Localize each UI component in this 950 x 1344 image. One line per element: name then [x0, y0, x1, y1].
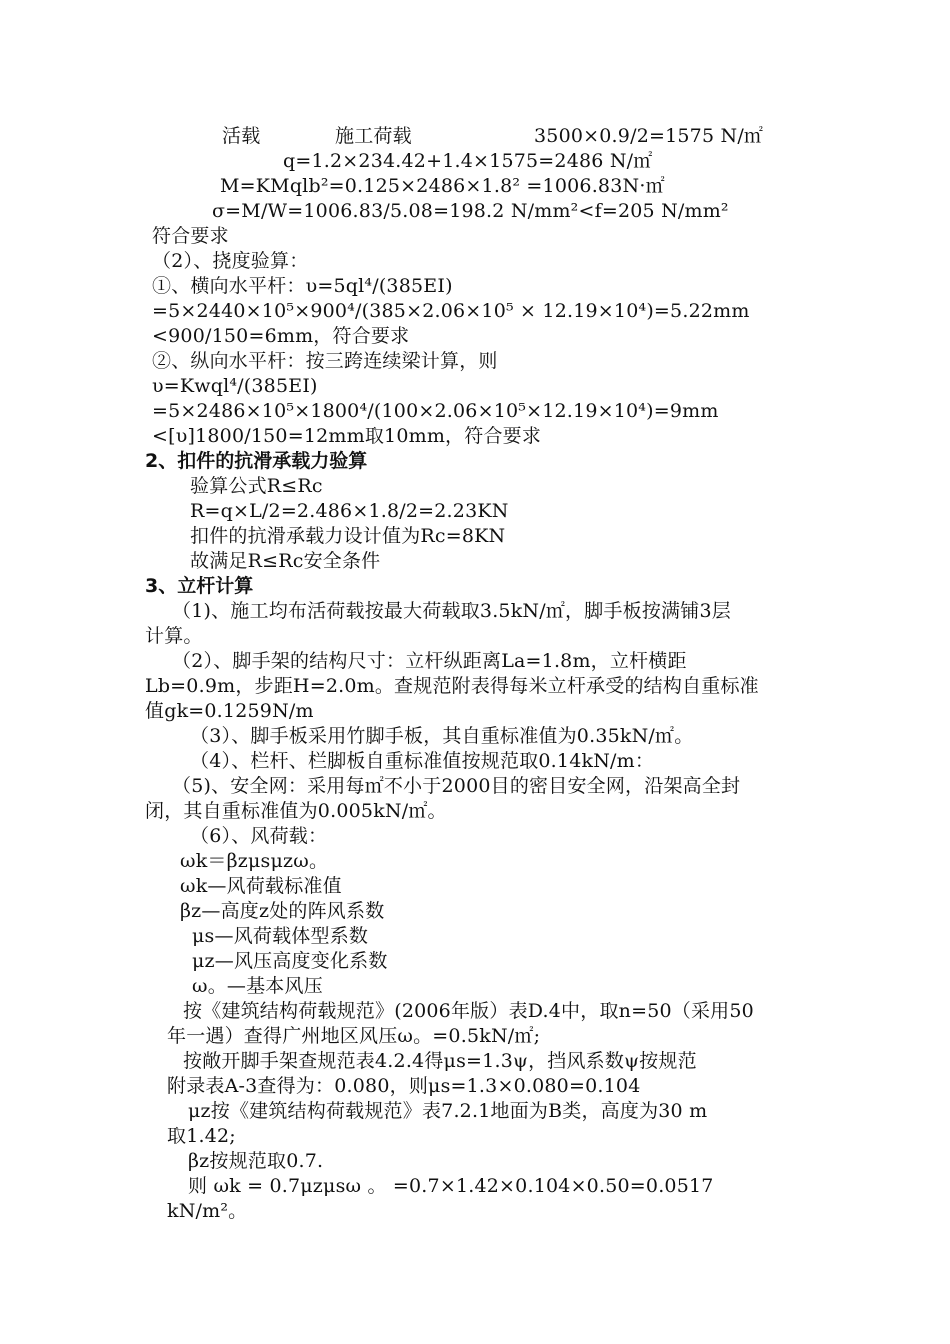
- basic-pressure-line-2: 年一遇）查得广州地区风压ω。=0.5kN/㎡;: [167, 1025, 541, 1047]
- item-1-line-2: 计算。: [145, 625, 203, 647]
- item-5-line-2: 闭，其自重标准值为0.005kN/㎡。: [145, 800, 447, 822]
- check-formula-label: 验算公式R≤Rc: [190, 475, 323, 497]
- q-formula: q=1.2×234.42+1.4×1575=2486 N/㎡: [283, 150, 653, 172]
- item-2-line-2: Lb=0.9m，步距H=2.0m。查规范附表得每米立杆承受的结构自重标准: [145, 675, 759, 697]
- m-formula: M=KMqlb²=0.125×2486×1.8² =1006.83N·㎡: [220, 175, 665, 197]
- r-calc: R=q×L/2=2.486×1.8/2=2.23KN: [190, 500, 509, 522]
- section-2-heading: 2、扣件的抗滑承载力验算: [145, 450, 368, 472]
- construction-load-label: 施工荷载: [335, 125, 412, 147]
- longitudinal-bar-result: <[υ]1800/150=12mm取10mm，符合要求: [152, 425, 542, 447]
- wind-load-formula: ωk＝βzμsμzω。: [180, 850, 329, 872]
- item-3: （3）、脚手板采用竹脚手板，其自重标准值为0.35kN/㎡。: [190, 725, 694, 747]
- item-5-line-1: （5)、安全网：采用每㎡不小于2000目的密目安全网，沿架高全封: [172, 775, 741, 797]
- uz-calc-line-2: 取1.42;: [167, 1125, 236, 1147]
- longitudinal-bar-intro: ②、纵向水平杆：按三跨连续梁计算，则: [152, 350, 498, 372]
- item-1-line-1: （1)、施工均布活荷载按最大荷载取3.5kN/㎡，脚手板按满铺3层: [172, 600, 731, 622]
- w0-definition: ω。—基本风压: [192, 975, 323, 997]
- longitudinal-bar-formula: υ=Kwql⁴/(385EI): [152, 375, 318, 397]
- us-calc-line-2: 附录表A-3查得为：0.080，则μs=1.3×0.080=0.104: [167, 1075, 641, 1097]
- uz-calc-line-1: μz按《建筑结构荷载规范》表7.2.1地面为B类，高度为30 m: [188, 1100, 708, 1122]
- wk-calc-line-1: 则 ωk = 0.7μzμsω 。 =0.7×1.42×0.104×0.50=0.0517: [188, 1175, 714, 1197]
- section-2-conclusion: 故满足R≤Rc安全条件: [190, 550, 381, 572]
- rc-design-value: 扣件的抗滑承载力设计值为Rc=8KN: [190, 525, 506, 547]
- live-load-label: 活载: [222, 125, 261, 147]
- uz-definition: μz—风压高度变化系数: [192, 950, 388, 972]
- item-4: （4）、栏杆、栏脚板自重标准值按规范取0.14kN/m：: [190, 750, 655, 772]
- item-6: （6）、风荷载：: [190, 825, 328, 847]
- horizontal-bar-calc: =5×2440×10⁵×900⁴/(385×2.06×10⁵ × 12.19×10⁴)=5.22mm: [152, 300, 750, 322]
- wk-definition: ωk—风荷载标准值: [180, 875, 342, 897]
- section-3-heading: 3、立杆计算: [145, 575, 254, 597]
- wk-calc-line-2: kN/m²。: [167, 1200, 248, 1222]
- us-definition: μs—风荷载体型系数: [192, 925, 369, 947]
- longitudinal-bar-calc: =5×2486×10⁵×1800⁴/(100×2.06×10⁵×12.19×10⁴)=9mm: [152, 400, 719, 422]
- item-2-line-3: 值gk=0.1259N/m: [145, 700, 314, 722]
- sigma-formula: σ=M/W=1006.83/5.08=198.2 N/mm²<f=205 N/mm²: [212, 200, 729, 222]
- deflection-title: （2）、挠度验算：: [152, 250, 309, 272]
- construction-load-value: 3500×0.9/2=1575 N/㎡: [534, 125, 764, 147]
- horizontal-bar-formula: ①、横向水平杆：υ=5ql⁴/(385EI): [152, 275, 453, 297]
- us-calc-line-1: 按敞开脚手架查规范表4.2.4得μs=1.3ψ，挡风系数ψ按规范: [183, 1050, 697, 1072]
- bz-calc: βz按规范取0.7.: [188, 1150, 324, 1172]
- horizontal-bar-result: <900/150=6mm，符合要求: [152, 325, 410, 347]
- bz-definition: βz—高度z处的阵风系数: [180, 900, 385, 922]
- item-2-line-1: （2）、脚手架的结构尺寸：立杆纵距离La=1.8m，立杆横距: [172, 650, 687, 672]
- bending-conclusion: 符合要求: [152, 225, 229, 247]
- basic-pressure-line-1: 按《建筑结构荷载规范》(2006年版）表D.4中，取n=50（采用50: [183, 1000, 754, 1022]
